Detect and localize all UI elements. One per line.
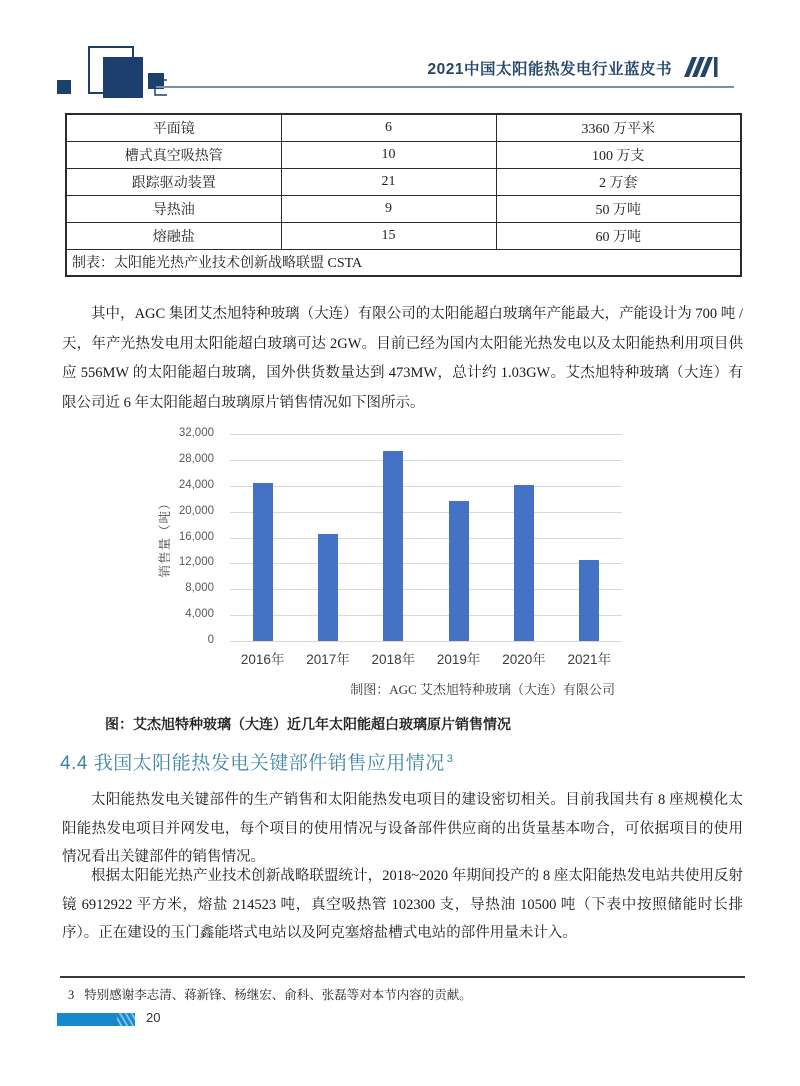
cell-count: 15 <box>281 222 496 249</box>
footer-accent-bar <box>57 1013 135 1026</box>
gridline <box>230 641 622 642</box>
table-row <box>66 222 741 249</box>
x-tick-label: 2021年 <box>567 652 612 667</box>
y-tick-label: 28,000 <box>178 452 214 465</box>
bar-slot <box>230 434 295 641</box>
y-tick-label: 0 <box>207 634 214 646</box>
figure-caption: 图：艾杰旭特种玻璃（大连）近几年太阳能超白玻璃原片销售情况 <box>105 718 511 733</box>
y-tick-label: 20,000 <box>178 504 214 517</box>
report-title: 2021中国太阳能热发电行业蓝皮书 <box>427 61 672 78</box>
body-paragraph: 根据太阳能光热产业技术创新战略联盟统计，2018~2020 年期间投产的 8 座太阳能热发电站共使用反射镜 6912922 平方米，熔盐 214523 吨，真空吸热管 102300 支，导热油 10500 吨（下表中按照储能时长排序）。正在建设的玉门鑫能塔式电站以及阿克塞熔盐槽式电站的部件用量未计入。 <box>62 868 743 941</box>
footnote-marker: 3 <box>68 988 75 1002</box>
y-tick-label: 24,000 <box>178 478 214 491</box>
bar-slot <box>361 434 426 641</box>
x-tick-label: 2020年 <box>502 652 546 667</box>
body-paragraph: 太阳能热发电关键部件的生产销售和太阳能热发电项目的建设密切相关。目前我国共有 8 座规模化太阳能热发电项目并网发电，每个项目的使用情况与设备部件供应商的出货量基本吻合，可依据项目的使用情况看出关键部件的销售情况。 <box>62 792 743 865</box>
bar-2021年 <box>579 560 599 642</box>
y-tick-label: 4,000 <box>185 608 214 621</box>
cell-component: 平面镜 <box>66 114 281 141</box>
cell-component: 导热油 <box>66 195 281 222</box>
x-tick-label: 2019年 <box>436 652 481 667</box>
bar-2019年 <box>449 501 469 641</box>
slashes-icon <box>684 55 720 84</box>
page-number: 20 <box>146 1010 161 1025</box>
chart-source-note: 制图：AGC 艾杰旭特种玻璃（大连）有限公司 <box>350 682 615 697</box>
table-row <box>66 114 741 141</box>
y-tick-label: 16,000 <box>178 530 214 543</box>
bar-slot <box>426 434 491 641</box>
bar-2018年 <box>383 451 403 641</box>
footnote-text: 特别感谢李志清、蒋新锋、杨继宏、俞科、张磊等对本节内容的贡献。 <box>84 988 472 1002</box>
bar-2020年 <box>514 485 534 641</box>
table-row <box>66 141 741 168</box>
y-tick-label: 8,000 <box>185 582 214 595</box>
x-tick-label: 2017年 <box>306 652 350 667</box>
bar-2016年 <box>253 483 273 641</box>
chart-plot-area <box>230 434 622 641</box>
cell-amount: 50 万吨 <box>496 195 741 222</box>
cell-count: 6 <box>281 114 496 141</box>
cell-component: 槽式真空吸热管 <box>66 141 281 168</box>
body-paragraph: 其中，AGC 集团艾杰旭特种玻璃（大连）有限公司的太阳能超白玻璃年产能最大，产能设计为 700 吨 / 天，年产光热发电用太阳能超白玻璃可达 2GW。目前已经为国内太阳能光热发电以及太阳能热利用项目供应 556MW 的太阳能超白玻璃，国外供货数量达到 473MW，总计约 1.03GW。艾杰旭特种玻璃（大连）有限公司近 6 年太阳能超白玻璃原片销售情况如下图所示。 <box>62 306 743 411</box>
cell-amount: 3360 万平米 <box>496 114 741 141</box>
cell-count: 9 <box>281 195 496 222</box>
cell-count: 21 <box>281 168 496 195</box>
section-heading <box>60 748 453 775</box>
x-tick-label: 2016年 <box>240 652 285 667</box>
section-title-text: 4.4 我国太阳能热发电关键部件销售应用情况 <box>60 753 445 774</box>
table-footer-row <box>66 249 741 276</box>
y-axis-ticks <box>150 427 222 646</box>
bar-2017年 <box>318 534 338 641</box>
bar-slot <box>491 434 556 641</box>
footnote-ref: 3 <box>446 752 454 765</box>
table-row <box>66 168 741 195</box>
y-tick-label: 32,000 <box>178 427 214 439</box>
cell-count: 10 <box>281 141 496 168</box>
table-source-note: 制表：太阳能光热产业技术创新战略联盟 CSTA <box>66 249 741 276</box>
x-axis-labels <box>230 648 622 668</box>
header-divider <box>156 86 734 88</box>
component-supply-table <box>65 113 742 277</box>
cell-component: 跟踪驱动装置 <box>66 168 281 195</box>
y-axis-label: 销售量（吨） <box>158 496 172 578</box>
footnote <box>68 985 472 1003</box>
bar-series <box>230 434 622 641</box>
cell-amount: 100 万支 <box>496 141 741 168</box>
bar-slot <box>295 434 360 641</box>
sales-bar-chart <box>150 422 670 672</box>
cell-amount: 2 万套 <box>496 168 741 195</box>
footnote-divider <box>60 976 745 978</box>
cell-amount: 60 万吨 <box>496 222 741 249</box>
x-tick-label: 2018年 <box>371 652 416 667</box>
cell-component: 熔融盐 <box>66 222 281 249</box>
bar-slot <box>557 434 622 641</box>
table-row <box>66 195 741 222</box>
y-tick-label: 12,000 <box>178 556 214 569</box>
